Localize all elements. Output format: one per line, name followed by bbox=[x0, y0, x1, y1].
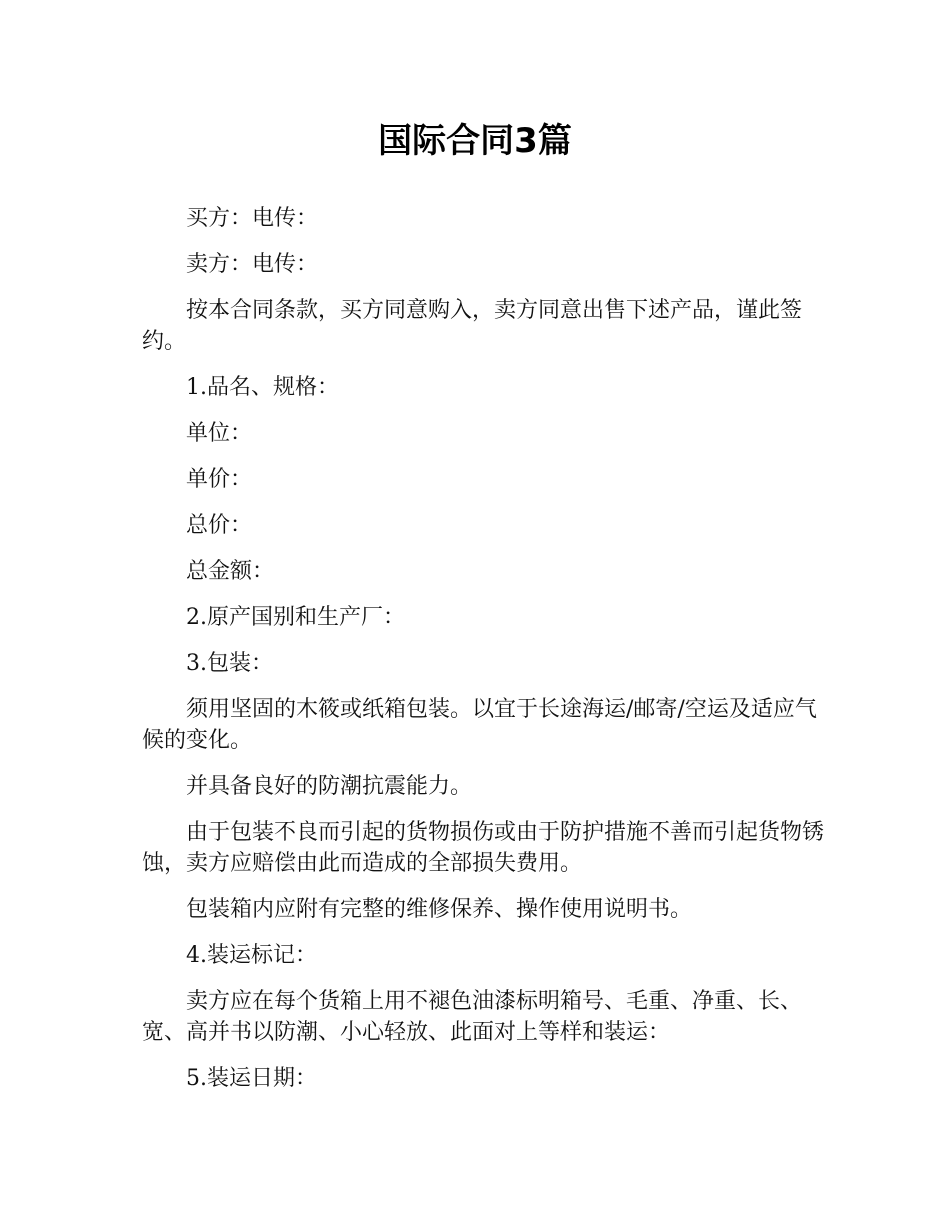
paragraph-shipping-marks: 卖方应在每个货箱上用不褪色油漆标明箱号、毛重、净重、长、宽、高并书以防潮、小心轻放、此面对上等样和装运： bbox=[142, 989, 803, 1045]
paragraph-packing-material: 须用坚固的木筱或纸箱包装。以宜于长途海运/邮寄/空运及适应气候的变化。 bbox=[142, 697, 817, 753]
paragraph-shipping-marks-heading: 4.装运标记： bbox=[186, 943, 317, 968]
paragraph-manuals: 包装箱内应附有完整的维修保养、操作使用说明书。 bbox=[186, 897, 693, 922]
paragraph-packing-heading: 3.包装： bbox=[186, 651, 273, 676]
paragraph-seller: 卖方：电传： bbox=[186, 252, 319, 277]
paragraph-item-spec: 1.品名、规格： bbox=[186, 375, 339, 400]
paragraph-shipment-date: 5.装运日期： bbox=[186, 1066, 317, 1091]
paragraph-moisture-proof: 并具备良好的防潮抗震能力。 bbox=[186, 774, 473, 799]
document-title: 国际合同3篇 bbox=[378, 121, 572, 161]
paragraph-buyer: 买方：电传： bbox=[186, 206, 319, 231]
paragraph-unit: 单位： bbox=[186, 421, 253, 446]
paragraph-total-price: 总价： bbox=[186, 513, 253, 538]
document-body bbox=[142, 203, 832, 1109]
paragraph-total-amount: 总金额： bbox=[186, 559, 275, 584]
paragraph-damage-liability: 由于包装不良而引起的货物损伤或由于防护措施不善而引起货物锈蚀，卖方应赔偿由此而造成的全部损失费用。 bbox=[142, 820, 825, 876]
paragraph-origin: 2.原产国别和生产厂： bbox=[186, 605, 405, 630]
paragraph-preamble: 按本合同条款，买方同意购入，卖方同意出售下述产品，谨此签约。 bbox=[142, 298, 803, 354]
paragraph-unit-price: 单价： bbox=[186, 467, 253, 492]
